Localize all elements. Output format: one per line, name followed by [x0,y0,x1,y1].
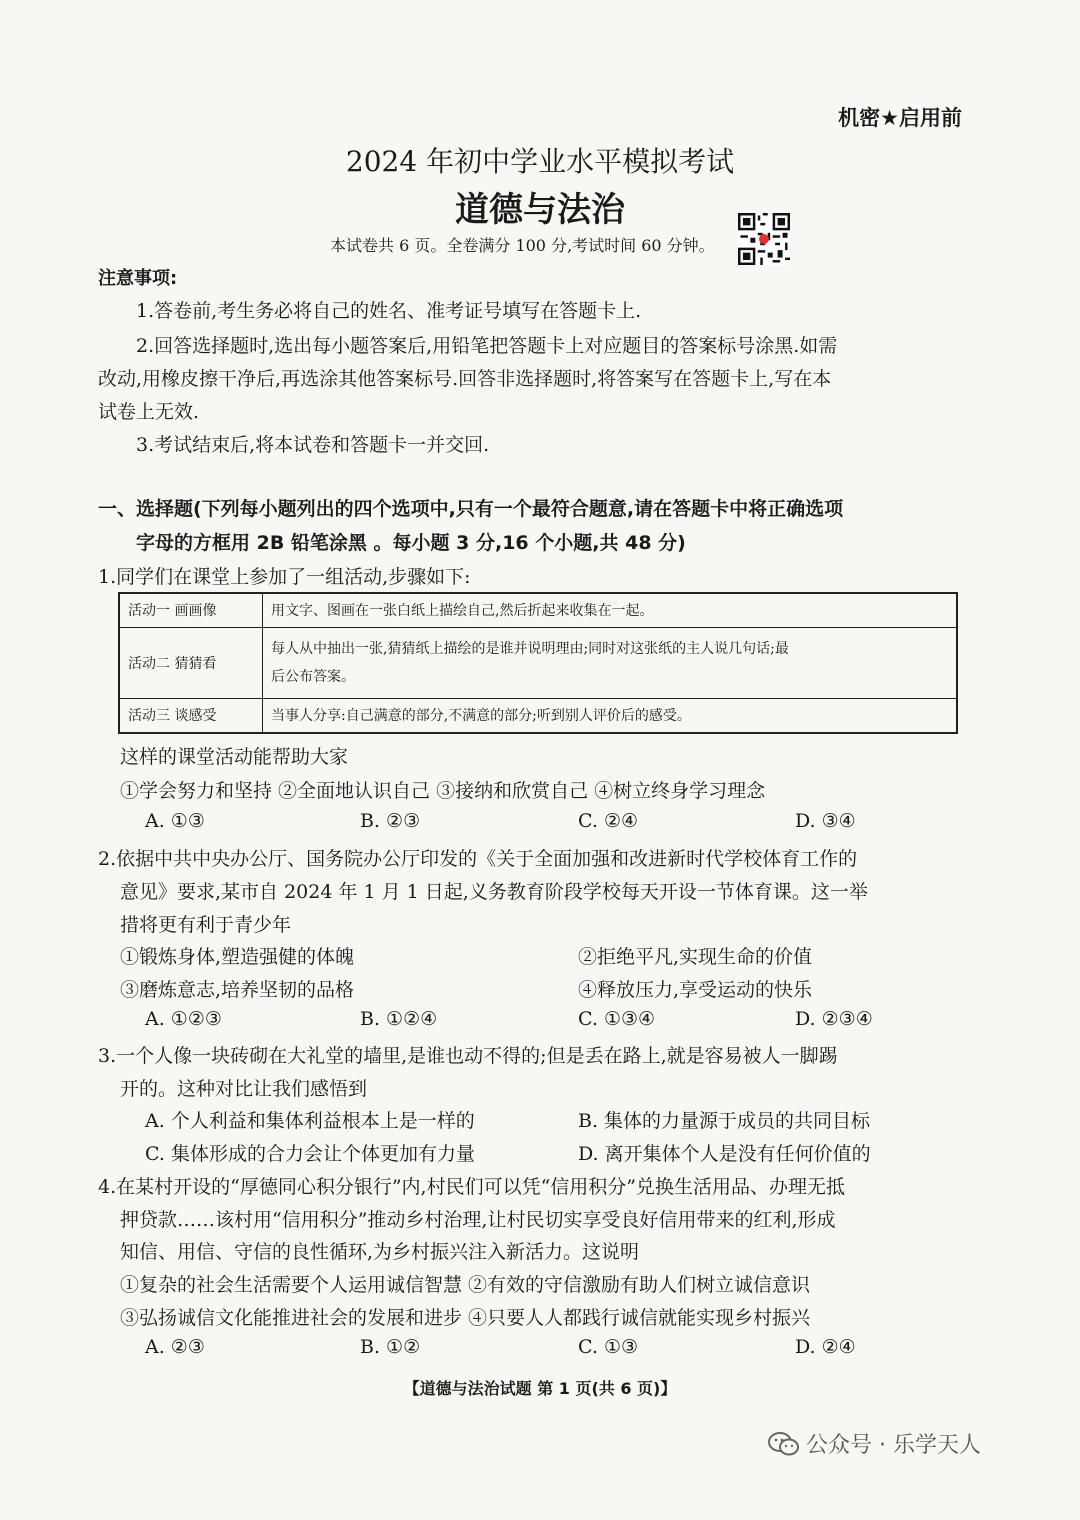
question-1-lead: 这样的课堂活动能帮助大家 [120,746,349,768]
option-a: A. ①②③ [145,1008,222,1030]
question-1-items: ①学会努力和坚持 ②全面地认识自己 ③接纳和欣赏自己 ④树立终身学习理念 [120,780,766,802]
question-3-stem: 开的。这种对比让我们感悟到 [120,1078,368,1100]
table-cell-line: 后公布答案。 [271,668,355,685]
question-4-items: ③弘扬诚信文化能推进社会的发展和进步 ④只要人人都践行诚信就能实现乡村振兴 [120,1307,811,1329]
question-3-stem: 3.一个人像一块砖砌在大礼堂的墙里,是谁也动不得的;但是丢在路上,就是容易被人一脚踢 [98,1045,838,1067]
notice-line: 试卷上无效. [98,401,200,423]
notice-line: 2.回答选择题时,选出每小题答案后,用铅笔把答题卡上对应题目的答案标号涂黑.如需 [136,335,838,357]
notice-line: 3.考试结束后,将本试卷和答题卡一并交回. [136,434,490,456]
question-2-item: ④释放压力,享受运动的快乐 [578,979,813,1001]
table-row [119,627,957,698]
qr-code-icon [738,213,790,265]
question-2-stem: 措将更有利于青少年 [120,914,292,936]
question-4-stem: 4.在某村开设的“厚德同心积分银行”内,村民们可以凭“信用积分”兑换生活用品、办理无抵 [98,1176,846,1198]
table-cell-line: 每人从中抽出一张,猜猜纸上描绘的是谁并说明理由;同时对这张纸的主人说几句话;最 [271,640,789,657]
option-b: B. ①② [360,1336,421,1358]
question-2-item: ①锻炼身体,塑造强健的体魄 [120,946,355,968]
exam-info: 本试卷共 6 页。全卷满分 100 分,考试时间 60 分钟。 [330,236,715,255]
option-d: D. ②③④ [795,1008,873,1030]
activity-table [118,592,958,734]
option-c: C. 集体形成的合力会让个体更加有力量 [145,1143,475,1165]
table-row [119,593,957,627]
question-2-item: ③磨炼意志,培养坚韧的品格 [120,979,355,1001]
table-row [119,698,957,733]
option-a: A. ②③ [145,1336,205,1358]
option-c: C. ①③④ [578,1008,656,1030]
option-a: A. 个人利益和集体利益根本上是一样的 [145,1110,475,1132]
option-d: D. ②④ [795,1336,856,1358]
question-2-stem: 意见》要求,某市自 2024 年 1 月 1 日起,义务教育阶段学校每天开设一节体育课。这一举 [120,881,868,903]
option-c: C. ②④ [578,810,639,832]
option-a: A. ①③ [145,810,205,832]
section-heading: 一、选择题(下列每小题列出的四个选项中,只有一个最符合题意,请在答题卡中将正确选项 [98,498,844,520]
notice-line: 1.答卷前,考生务必将自己的姓名、准考证号填写在答题卡上. [136,300,642,322]
question-4-stem: 押贷款……该村用“信用积分”推动乡村治理,让村民切实享受良好信用带来的红利,形成 [120,1209,836,1231]
table-cell [263,627,958,698]
notice-title: 注意事项: [98,268,178,289]
table-cell: 当事人分享:自己满意的部分,不满意的部分;听到别人评价后的感受。 [263,698,958,733]
question-4-items: ①复杂的社会生活需要个人运用诚信智慧 ②有效的守信激励有助人们树立诚信意识 [120,1274,811,1296]
notice-line: 改动,用橡皮擦干净后,再选涂其他答案标号.回答非选择题时,将答案写在答题卡上,写在本 [98,368,832,390]
option-b: B. ②③ [360,810,421,832]
table-cell: 活动一 画画像 [119,593,263,627]
table-cell: 活动三 谈感受 [119,698,263,733]
option-d: D. 离开集体个人是没有任何价值的 [578,1143,871,1165]
option-b: B. 集体的力量源于成员的共同目标 [578,1110,871,1132]
watermark-text: 公众号 · 乐学天人 [806,1433,981,1458]
exam-title: 2024 年初中学业水平模拟考试 [345,145,735,178]
page-footer: 【道德与法治试题 第 1 页(共 6 页)】 [403,1379,677,1398]
question-4-stem: 知信、用信、守信的良性循环,为乡村振兴注入新活力。这说明 [120,1241,640,1263]
option-b: B. ①②④ [360,1008,438,1030]
question-1-stem: 1.同学们在课堂上参加了一组活动,步骤如下: [98,566,471,588]
table-cell: 活动二 猜猜看 [119,627,263,698]
question-2-stem: 2.依据中共中央办公厅、国务院办公厅印发的《关于全面加强和改进新时代学校体育工作的 [98,848,858,870]
question-2-item: ②拒绝平凡,实现生命的价值 [578,946,813,968]
confidential-label: 机密★启用前 [838,106,962,130]
wechat-icon [768,1432,800,1456]
option-c: C. ①③ [578,1336,639,1358]
subject-title: 道德与法治 [455,190,625,230]
option-d: D. ③④ [795,810,856,832]
table-cell: 用文字、图画在一张白纸上描绘自己,然后折起来收集在一起。 [263,593,958,627]
section-heading: 字母的方框用 2B 铅笔涂黑 。每小题 3 分,16 个小题,共 48 分) [136,532,686,554]
